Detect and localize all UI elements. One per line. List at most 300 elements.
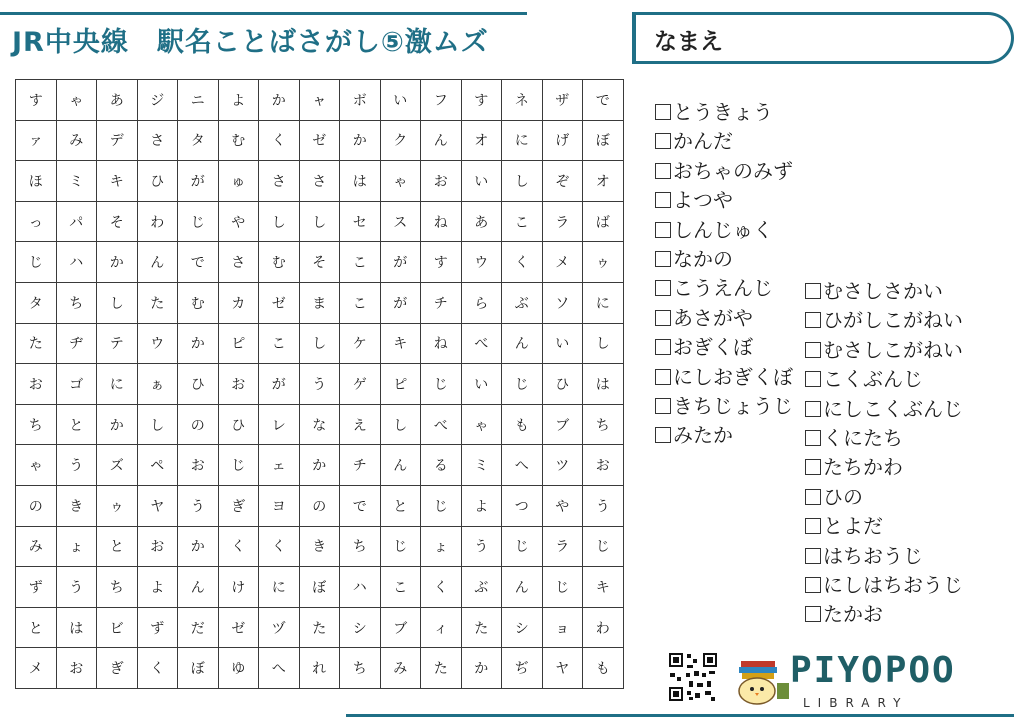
checkbox[interactable]: [655, 192, 671, 208]
grid-cell: ね: [421, 201, 462, 242]
grid-cell: べ: [461, 323, 502, 364]
checkbox[interactable]: [655, 222, 671, 238]
grid-cell: ウ: [137, 323, 178, 364]
word-item: [805, 512, 963, 541]
grid-cell: ピ: [218, 323, 259, 364]
grid-row: [16, 445, 624, 486]
grid-cell: ラ: [542, 201, 583, 242]
grid-cell: す: [461, 80, 502, 121]
word-label: はちおうじ: [823, 543, 923, 568]
grid-cell: か: [178, 323, 219, 364]
grid-cell: ん: [421, 120, 462, 161]
grid-cell: ば: [583, 201, 624, 242]
grid-cell: ゃ: [56, 80, 97, 121]
grid-cell: じ: [502, 364, 543, 405]
grid-cell: お: [583, 445, 624, 486]
grid-row: [16, 242, 624, 283]
grid-cell: う: [583, 485, 624, 526]
grid-cell: し: [299, 201, 340, 242]
grid-cell: た: [299, 607, 340, 648]
word-item: [805, 277, 963, 306]
grid-cell: よ: [137, 567, 178, 608]
word-label: おちゃのみず: [673, 158, 793, 183]
grid-row: [16, 567, 624, 608]
grid-cell: ぼ: [299, 567, 340, 608]
grid-cell: お: [16, 364, 57, 405]
grid-cell: セ: [340, 201, 381, 242]
grid-cell: さ: [137, 120, 178, 161]
grid-cell: み: [56, 120, 97, 161]
grid-cell: し: [583, 323, 624, 364]
grid-cell: ャ: [299, 80, 340, 121]
bottom-rule: [346, 714, 1014, 717]
name-field[interactable]: [632, 12, 1014, 64]
grid-cell: た: [421, 648, 462, 689]
grid-cell: み: [380, 648, 421, 689]
word-item: [805, 600, 963, 629]
grid-cell: く: [259, 526, 300, 567]
grid-cell: と: [16, 607, 57, 648]
grid-cell: ず: [16, 567, 57, 608]
grid-cell: じ: [421, 364, 462, 405]
checkbox[interactable]: [655, 163, 671, 179]
grid-cell: あ: [461, 201, 502, 242]
grid-cell: し: [502, 161, 543, 202]
word-item: [805, 336, 963, 365]
qr-code-icon: [667, 651, 719, 703]
grid-cell: ち: [97, 567, 138, 608]
title-underline: [0, 12, 527, 15]
grid-cell: ん: [178, 567, 219, 608]
grid-cell: っ: [16, 201, 57, 242]
grid-cell: お: [137, 526, 178, 567]
grid-cell: か: [340, 120, 381, 161]
grid-cell: あ: [97, 80, 138, 121]
word-item: [655, 127, 793, 156]
grid-cell: チ: [421, 282, 462, 323]
word-item: [805, 365, 963, 394]
grid-cell: ヅ: [259, 607, 300, 648]
grid-cell: ィ: [421, 607, 462, 648]
grid-cell: テ: [97, 323, 138, 364]
word-label: にしこくぶんじ: [823, 396, 963, 421]
grid-cell: じ: [380, 526, 421, 567]
grid-cell: じ: [542, 567, 583, 608]
grid-cell: る: [421, 445, 462, 486]
grid-cell: お: [421, 161, 462, 202]
grid-cell: し: [97, 282, 138, 323]
grid-cell: む: [218, 120, 259, 161]
grid-cell: だ: [178, 607, 219, 648]
grid-cell: し: [137, 404, 178, 445]
grid-cell: は: [56, 607, 97, 648]
grid-cell: ヨ: [259, 485, 300, 526]
grid-cell: う: [461, 526, 502, 567]
grid-cell: ザ: [542, 80, 583, 121]
grid-cell: こ: [380, 567, 421, 608]
grid-cell: デ: [97, 120, 138, 161]
grid-cell: く: [502, 242, 543, 283]
grid-cell: で: [583, 80, 624, 121]
checkbox[interactable]: [805, 606, 821, 622]
checkbox[interactable]: [805, 283, 821, 299]
grid-cell: に: [97, 364, 138, 405]
grid-cell: ヂ: [56, 323, 97, 364]
grid-cell: と: [97, 526, 138, 567]
grid-cell: シ: [502, 607, 543, 648]
grid-cell: メ: [542, 242, 583, 283]
grid-cell: げ: [542, 120, 583, 161]
grid-cell: に: [502, 120, 543, 161]
grid-row: [16, 201, 624, 242]
grid-cell: ハ: [56, 242, 97, 283]
grid-cell: ょ: [56, 526, 97, 567]
grid-cell: ブ: [542, 404, 583, 445]
grid-cell: ク: [380, 120, 421, 161]
word-label: たかお: [823, 602, 883, 627]
word-label: おぎくぼ: [673, 335, 753, 360]
grid-cell: の: [16, 485, 57, 526]
grid-row: [16, 323, 624, 364]
grid-cell: の: [178, 404, 219, 445]
grid-cell: わ: [137, 201, 178, 242]
word-list-2: [805, 277, 963, 630]
grid-cell: キ: [583, 567, 624, 608]
grid-cell: ひ: [218, 404, 259, 445]
grid-cell: ヤ: [137, 485, 178, 526]
checkbox[interactable]: [805, 577, 821, 593]
brand-subtitle: LIBRARY: [803, 696, 909, 710]
grid-cell: く: [259, 120, 300, 161]
grid-cell: う: [178, 485, 219, 526]
grid-cell: い: [380, 80, 421, 121]
grid-cell: ェ: [259, 445, 300, 486]
grid-cell: カ: [218, 282, 259, 323]
grid-cell: う: [56, 567, 97, 608]
grid-cell: タ: [16, 282, 57, 323]
grid-cell: ゥ: [97, 485, 138, 526]
grid-cell: ゥ: [583, 242, 624, 283]
grid-row: [16, 648, 624, 689]
grid-cell: ひ: [542, 364, 583, 405]
grid-cell: く: [218, 526, 259, 567]
checkbox[interactable]: [805, 430, 821, 446]
checkbox[interactable]: [655, 339, 671, 355]
grid-cell: み: [16, 526, 57, 567]
word-label: みたか: [673, 423, 733, 448]
grid-cell: じ: [218, 445, 259, 486]
checkbox[interactable]: [805, 371, 821, 387]
grid-cell: は: [583, 364, 624, 405]
grid-cell: ゼ: [218, 607, 259, 648]
grid-cell: ゃ: [380, 161, 421, 202]
grid-row: [16, 120, 624, 161]
grid-cell: ミ: [461, 445, 502, 486]
grid-row: [16, 80, 624, 121]
grid-cell: ネ: [502, 80, 543, 121]
grid-cell: ず: [137, 607, 178, 648]
grid-cell: が: [178, 161, 219, 202]
grid-cell: ミ: [56, 161, 97, 202]
checkbox[interactable]: [655, 280, 671, 296]
grid-cell: か: [97, 242, 138, 283]
grid-cell: ゼ: [299, 120, 340, 161]
word-item: [805, 424, 963, 453]
grid-cell: う: [56, 445, 97, 486]
grid-cell: ぁ: [137, 364, 178, 405]
grid-cell: つ: [502, 485, 543, 526]
grid-cell: ひ: [137, 161, 178, 202]
word-item: [655, 333, 793, 362]
grid-cell: じ: [421, 485, 462, 526]
grid-cell: ほ: [16, 161, 57, 202]
checkbox[interactable]: [805, 401, 821, 417]
grid-cell: ズ: [97, 445, 138, 486]
word-label: きちじょうじ: [673, 393, 793, 418]
word-item: [655, 363, 793, 392]
grid-cell: ス: [380, 201, 421, 242]
word-search-grid: [15, 79, 624, 689]
grid-cell: ぎ: [97, 648, 138, 689]
word-item: [655, 421, 793, 450]
grid-cell: さ: [259, 161, 300, 202]
grid-cell: ゲ: [340, 364, 381, 405]
grid-cell: ゃ: [461, 404, 502, 445]
grid-cell: ち: [340, 648, 381, 689]
grid-cell: か: [97, 404, 138, 445]
grid-cell: が: [259, 364, 300, 405]
grid-cell: シ: [340, 607, 381, 648]
grid-cell: い: [542, 323, 583, 364]
grid-cell: と: [380, 485, 421, 526]
word-label: ひの: [823, 484, 863, 509]
grid-cell: ゃ: [16, 445, 57, 486]
grid-cell: ひ: [178, 364, 219, 405]
grid-cell: よ: [218, 80, 259, 121]
checkbox[interactable]: [805, 548, 821, 564]
grid-cell: ビ: [97, 607, 138, 648]
grid-cell: こ: [340, 282, 381, 323]
word-label: しんじゅく: [673, 217, 773, 242]
grid-cell: お: [56, 648, 97, 689]
grid-cell: が: [380, 242, 421, 283]
grid-row: [16, 282, 624, 323]
checkbox[interactable]: [655, 369, 671, 385]
grid-cell: で: [340, 485, 381, 526]
grid-cell: お: [178, 445, 219, 486]
grid-cell: オ: [583, 161, 624, 202]
grid-cell: さ: [299, 161, 340, 202]
grid-cell: ぎ: [218, 485, 259, 526]
grid-cell: オ: [461, 120, 502, 161]
grid-cell: ち: [16, 404, 57, 445]
grid-cell: ゆ: [218, 648, 259, 689]
checkbox[interactable]: [655, 251, 671, 267]
grid-cell: こ: [502, 201, 543, 242]
word-label: むさしこがねい: [823, 337, 963, 362]
word-label: あさがや: [673, 305, 753, 330]
grid-cell: レ: [259, 404, 300, 445]
checkbox[interactable]: [655, 427, 671, 443]
word-list-1: [655, 98, 793, 451]
page-title: JR中央線 駅名ことばさがし⑤激ムズ: [12, 27, 489, 58]
checkbox[interactable]: [655, 104, 671, 120]
checkbox[interactable]: [655, 398, 671, 414]
grid-cell: む: [259, 242, 300, 283]
grid-cell: た: [461, 607, 502, 648]
grid-cell: や: [542, 485, 583, 526]
grid-cell: ソ: [542, 282, 583, 323]
grid-cell: じ: [502, 526, 543, 567]
word-label: ひがしこがねい: [823, 308, 963, 333]
grid-cell: ボ: [340, 80, 381, 121]
grid-cell: さ: [218, 242, 259, 283]
grid-cell: ぼ: [583, 120, 624, 161]
grid-cell: お: [218, 364, 259, 405]
word-item: [805, 542, 963, 571]
grid-cell: ぶ: [461, 567, 502, 608]
grid-cell: し: [380, 404, 421, 445]
word-item: [805, 395, 963, 424]
grid-cell: わ: [583, 607, 624, 648]
word-item: [655, 392, 793, 421]
grid-cell: そ: [97, 201, 138, 242]
word-item: [805, 453, 963, 482]
grid-cell: ら: [461, 282, 502, 323]
checkbox[interactable]: [805, 459, 821, 475]
checkbox[interactable]: [805, 342, 821, 358]
grid-cell: メ: [16, 648, 57, 689]
word-label: むさしさかい: [823, 279, 943, 303]
grid-cell: す: [16, 80, 57, 121]
grid-cell: か: [178, 526, 219, 567]
grid-cell: ゼ: [259, 282, 300, 323]
grid-cell: じ: [583, 526, 624, 567]
grid-cell: す: [421, 242, 462, 283]
grid-cell: こ: [259, 323, 300, 364]
grid-cell: ゅ: [218, 161, 259, 202]
grid-cell: た: [16, 323, 57, 364]
grid-cell: う: [299, 364, 340, 405]
grid-cell: ぢ: [502, 648, 543, 689]
grid-cell: と: [56, 404, 97, 445]
grid-cell: で: [178, 242, 219, 283]
grid-cell: も: [502, 404, 543, 445]
word-label: なかの: [673, 246, 733, 271]
word-label: にしおぎくぼ: [673, 364, 793, 389]
checkbox[interactable]: [655, 310, 671, 326]
grid-cell: け: [218, 567, 259, 608]
grid-cell: ん: [380, 445, 421, 486]
grid-cell: キ: [97, 161, 138, 202]
grid-cell: ピ: [380, 364, 421, 405]
grid-cell: ブ: [380, 607, 421, 648]
brand-logo: PIYOPOO: [790, 650, 956, 691]
grid-cell: か: [259, 80, 300, 121]
chick-mascot-with-books-icon: [733, 653, 791, 705]
word-item: [805, 571, 963, 600]
word-item: [655, 274, 793, 303]
grid-cell: ヤ: [542, 648, 583, 689]
grid-cell: し: [259, 201, 300, 242]
name-label: なまえ: [654, 29, 723, 55]
grid-cell: や: [218, 201, 259, 242]
grid-cell: ペ: [137, 445, 178, 486]
grid-cell: タ: [178, 120, 219, 161]
word-label: たちかわ: [823, 455, 903, 480]
grid-cell: く: [421, 567, 462, 608]
grid-cell: キ: [380, 323, 421, 364]
word-item: [805, 483, 963, 512]
word-label: こくぶんじ: [823, 367, 923, 392]
grid-row: [16, 364, 624, 405]
word-item: [655, 245, 793, 274]
word-item: [655, 186, 793, 215]
word-item: [805, 306, 963, 335]
grid-row: [16, 161, 624, 202]
checkbox[interactable]: [805, 312, 821, 328]
grid-cell: ハ: [340, 567, 381, 608]
grid-cell: べ: [421, 404, 462, 445]
grid-cell: か: [461, 648, 502, 689]
grid-cell: へ: [502, 445, 543, 486]
grid-cell: フ: [421, 80, 462, 121]
word-label: とよだ: [823, 514, 883, 539]
grid-cell: ウ: [461, 242, 502, 283]
grid-cell: れ: [299, 648, 340, 689]
word-item: [655, 304, 793, 333]
grid-cell: ん: [502, 567, 543, 608]
grid-cell: ぶ: [502, 282, 543, 323]
grid-cell: え: [340, 404, 381, 445]
grid-cell: ラ: [542, 526, 583, 567]
grid-cell: は: [340, 161, 381, 202]
grid-cell: じ: [178, 201, 219, 242]
grid-cell: ち: [583, 404, 624, 445]
grid-cell: に: [583, 282, 624, 323]
word-label: にしはちおうじ: [823, 572, 963, 597]
grid-cell: き: [56, 485, 97, 526]
grid-cell: よ: [461, 485, 502, 526]
word-label: こうえんじ: [673, 276, 773, 301]
grid-cell: へ: [259, 648, 300, 689]
grid-cell: も: [583, 648, 624, 689]
grid-cell: ケ: [340, 323, 381, 364]
grid-cell: こ: [340, 242, 381, 283]
word-label: かんだ: [673, 129, 733, 154]
checkbox[interactable]: [655, 133, 671, 149]
grid-row: [16, 607, 624, 648]
checkbox[interactable]: [805, 518, 821, 534]
grid-cell: ち: [340, 526, 381, 567]
word-item: [655, 216, 793, 245]
grid-row: [16, 404, 624, 445]
grid-cell: か: [299, 445, 340, 486]
word-label: くにたち: [823, 425, 903, 450]
grid-cell: ツ: [542, 445, 583, 486]
grid-cell: の: [299, 485, 340, 526]
grid-cell: ョ: [542, 607, 583, 648]
word-label: よつや: [673, 188, 733, 213]
grid-row: [16, 526, 624, 567]
word-label: とうきょう: [673, 100, 773, 124]
grid-cell: い: [461, 364, 502, 405]
grid-cell: に: [259, 567, 300, 608]
grid-cell: ぼ: [178, 648, 219, 689]
word-item: [655, 157, 793, 186]
grid-cell: く: [137, 648, 178, 689]
checkbox[interactable]: [805, 489, 821, 505]
